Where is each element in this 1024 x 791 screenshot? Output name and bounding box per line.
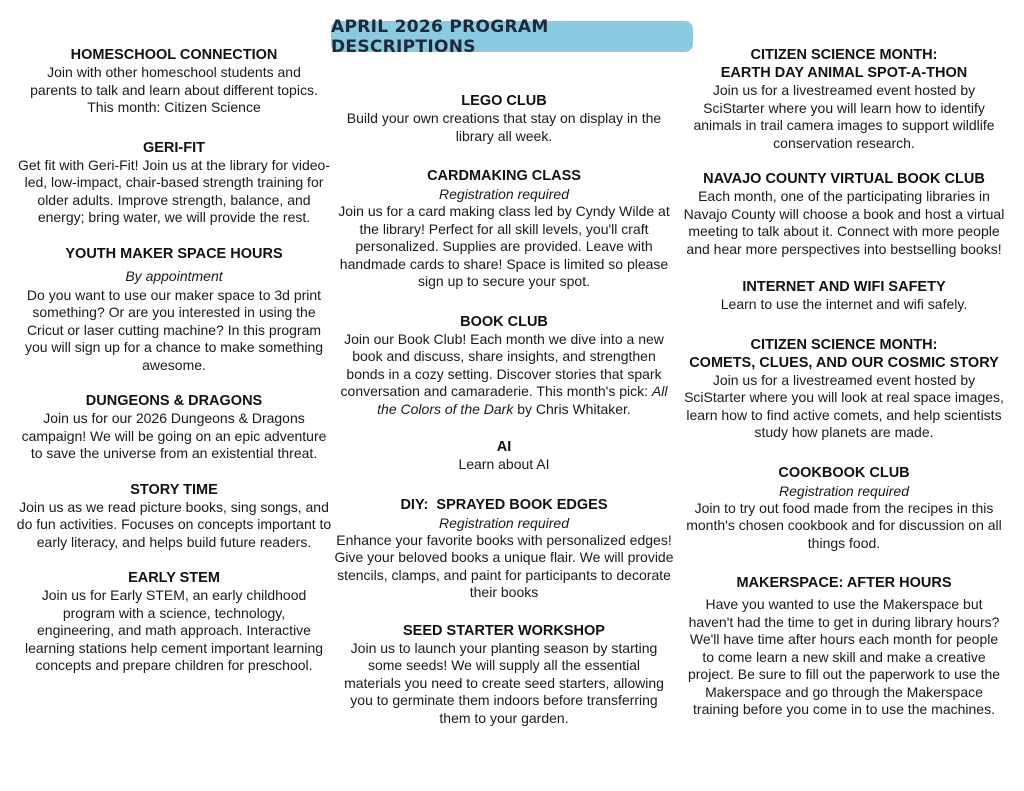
program-description: Each month, one of the participating libraries in Navajo County will choose a book and host a virtual meeting to talk about it. Connect with more people and hear more perspectives into bestselling books! xyxy=(683,188,1005,257)
page-title-banner xyxy=(331,16,693,57)
program-navajo-county-virtual-book-club xyxy=(683,170,1005,258)
program-title-line-1: CITIZEN SCIENCE MONTH: xyxy=(750,47,938,63)
book-pick-title: All the Colors of the Dark xyxy=(377,383,668,417)
program-title: YOUTH MAKER SPACE HOURS xyxy=(65,245,283,262)
program-description xyxy=(334,331,674,419)
program-subtitle: Registration required xyxy=(439,186,569,202)
program-title xyxy=(683,46,1005,82)
program-description: Learn about AI xyxy=(458,456,550,472)
program-description: Build your own creations that stay on display in the library all week. xyxy=(346,110,662,144)
program-description: Have you wanted to use the Makerspace but haven't had the time to get in during library hours? We'll have time after hours each month for people to come learn a new skill and make a creative project. Be sure to fill out the paperwork to use the Makerspace and go through the Makerspace training before you come in to use the machines. xyxy=(687,596,1001,717)
program-diy-sprayed-book-edges xyxy=(334,496,674,602)
program-description: Join us for our 2026 Dungeons & Dragons campaign! We will be going on an epic adventure to save the universe from an existential threat. xyxy=(21,410,327,461)
program-description: Learn to use the internet and wifi safely. xyxy=(720,296,968,312)
program-title xyxy=(683,336,1005,372)
program-title: HOMESCHOOL CONNECTION xyxy=(70,47,278,63)
book-pick-suffix: by Chris Whitaker. xyxy=(517,400,631,417)
program-column-left xyxy=(16,46,332,675)
program-lego-club xyxy=(334,92,674,145)
program-citizen-science-spot-a-thon xyxy=(683,46,1005,152)
program-title: STORY TIME xyxy=(130,481,218,498)
program-title-line-2: COMETS, CLUES, AND OUR COSMIC STORY xyxy=(689,354,999,371)
program-youth-maker-space-hours xyxy=(16,245,332,375)
program-title-line-2: EARTH DAY ANIMAL SPOT-A-THON xyxy=(720,65,968,81)
program-title: LEGO CLUB xyxy=(461,93,547,109)
program-cardmaking-class xyxy=(334,167,674,291)
program-subtitle: By appointment xyxy=(125,267,223,284)
program-geri-fit xyxy=(16,139,332,227)
program-description: Join us for Early STEM, an early childhood program with a science, technology, engineering, and math approach. Interactive learning stations help cement important learning concepts and prepare children for preschool. xyxy=(24,587,324,673)
program-description: Join with other homeschool students and parents to talk and learn about different topics. xyxy=(30,64,318,98)
program-book-club xyxy=(334,313,674,419)
program-description: Join us to launch your planting season by starting some seeds! We will supply all the essential materials you need to create seed starters, allowing you to germinate them indoors before transferring them to your garden. xyxy=(344,639,664,726)
program-description: Join us for a card making class led by Cyndy Wilde at the library! Perfect for all skill levels, you'll craft personalized. Supplies are provided. Leave with handmade cards to share! Space is limited so please sign up to secure your spot. xyxy=(338,203,670,289)
program-title: INTERNET AND WIFI SAFETY xyxy=(742,279,946,295)
program-subtitle: Registration required xyxy=(779,482,909,499)
program-extra-note: This month: Citizen Science xyxy=(87,99,261,115)
program-description: Do you want to use our maker space to 3d print something? Or are you interested in using the Cricut or laser cutting machine? In this program you will sign up for a chance to make something awesome. xyxy=(24,286,324,373)
program-description-text: Join our Book Club! Each month we dive into a new book and discuss, share insights, and strengthen bonds in a cozy setting. Discover stories that spark conversation and camaraderie. xyxy=(340,330,664,399)
program-makerspace-after-hours xyxy=(683,574,1005,719)
program-title: DUNGEONS & DRAGONS xyxy=(85,393,263,409)
program-title: CARDMAKING CLASS xyxy=(427,168,581,184)
program-description: Join to try out food made from the recipes in this month's chosen cookbook and for discussion on all things food. xyxy=(686,499,1002,551)
program-homeschool-connection xyxy=(16,46,332,117)
program-column-middle xyxy=(334,92,674,727)
program-subtitle: Registration required xyxy=(439,514,569,531)
program-description: Join us for a livestreamed event hosted by SciStarter where you will look at real space images, learn how to find active comets, and help scientists study how planets are made. xyxy=(684,371,1004,440)
program-story-time xyxy=(16,481,332,552)
program-description: Get fit with Geri-Fit! Join us at the library for video-led, low-impact, chair-based strength training for older adults. Improve strength, balance, and energy; bring water, we will provide the rest. xyxy=(18,156,330,225)
program-description: Join us as we read picture books, sing songs, and do fun activities. Focuses on concepts important to early literacy, and helps build future readers. xyxy=(16,498,332,550)
program-title: BOOK CLUB xyxy=(460,313,548,330)
program-dungeons-and-dragons xyxy=(16,392,332,463)
program-seed-starter-workshop xyxy=(334,622,674,728)
program-column-right xyxy=(683,46,1005,719)
program-title: GERI-FIT xyxy=(142,139,206,156)
program-early-stem xyxy=(16,569,332,675)
program-title: DIY: SPRAYED BOOK EDGES xyxy=(400,496,608,513)
program-ai xyxy=(334,438,674,474)
program-title: EARLY STEM xyxy=(128,570,220,586)
program-title: MAKERSPACE: AFTER HOURS xyxy=(736,575,952,591)
program-description: Enhance your favorite books with personalized edges! Give your beloved books a unique flair. We will provide stencils, clamps, and paint for participants to decorate their books xyxy=(334,531,674,600)
page-title: APRIL 2026 PROGRAM DESCRIPTIONS xyxy=(331,16,549,57)
program-title: AI xyxy=(496,439,512,455)
program-title-line-1: CITIZEN SCIENCE MONTH: xyxy=(750,336,938,353)
program-title: SEED STARTER WORKSHOP xyxy=(403,622,605,639)
book-pick-prefix: This month's pick: xyxy=(536,383,649,399)
program-description: Join us for a livestreamed event hosted by SciStarter where you will learn how to identify animals in trail camera images to support wildlife conservation research. xyxy=(693,82,995,151)
program-title: COOKBOOK CLUB xyxy=(778,464,910,481)
program-cookbook-club xyxy=(683,464,1005,553)
program-internet-and-wifi-safety xyxy=(683,278,1005,314)
program-citizen-science-comets xyxy=(683,336,1005,442)
program-title: NAVAJO COUNTY VIRTUAL BOOK CLUB xyxy=(703,171,985,187)
